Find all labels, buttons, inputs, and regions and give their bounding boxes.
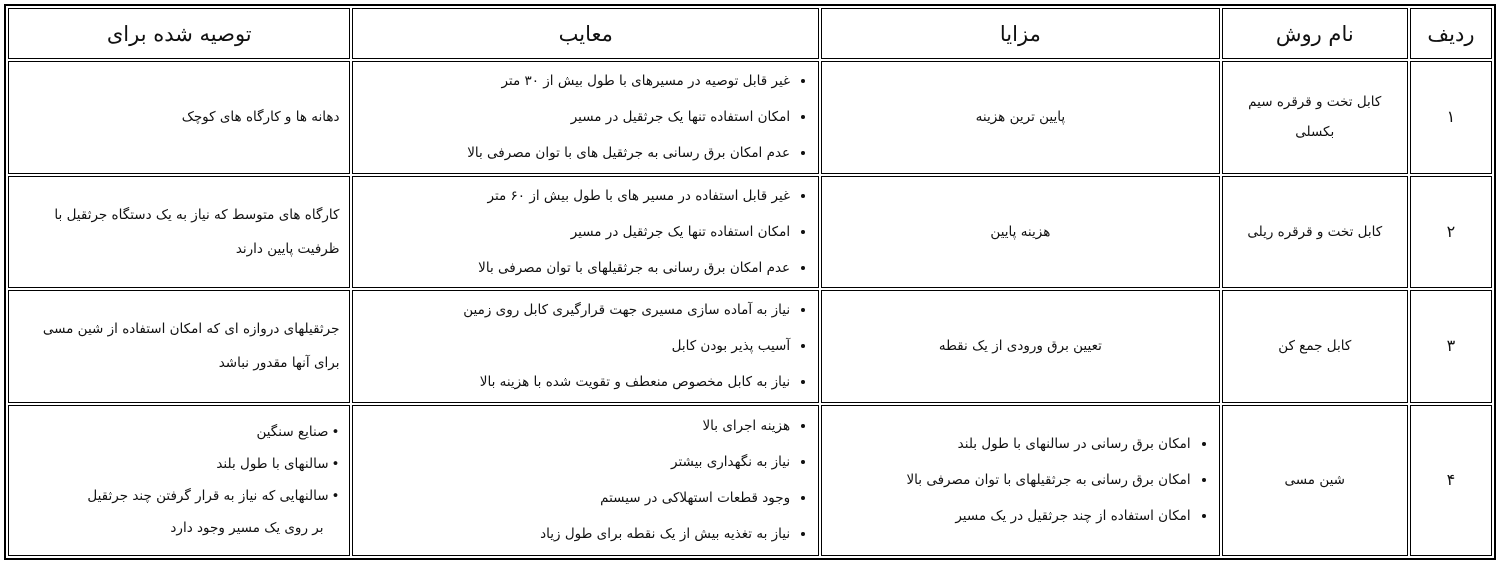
advantages-list bbox=[906, 426, 1212, 534]
recommended-cell: دهانه ها و کارگاه های کوچک bbox=[8, 61, 350, 174]
list-item: • عدم امکان برق رسانی به جرثقیل های با توان مصرفی بالا bbox=[467, 135, 790, 171]
list-item-text: سالنهای با طول بلند bbox=[216, 456, 329, 473]
recommended-cell: کارگاه های متوسط که نیاز به یک دستگاه جرثقیل با ظرفیت پایین دارند bbox=[8, 176, 350, 289]
list-item-text: سالنهایی که نیاز به قرار گرفتن چند جرثقیل bbox=[87, 488, 329, 505]
list-item bbox=[19, 416, 339, 448]
method-name: کابل تخت و قرقره سیم بکسلی bbox=[1222, 61, 1408, 174]
comparison-table bbox=[4, 4, 1496, 560]
disadvantages-cell bbox=[352, 405, 819, 556]
bullet-icon: • bbox=[331, 456, 340, 473]
advantages-cell bbox=[821, 405, 1220, 556]
header-row bbox=[8, 8, 1492, 59]
list-item: • غیر قابل استفاده در مسیر های با طول بیش از ۶۰ متر bbox=[478, 178, 790, 214]
list-item: • هزینه اجرای بالا bbox=[540, 408, 790, 444]
list-item: • امکان استفاده تنها یک جرثقیل در مسیر bbox=[478, 214, 790, 250]
list-item: • عدم امکان برق رسانی به جرثقیلهای با توان مصرفی بالا bbox=[478, 250, 790, 286]
list-item bbox=[19, 480, 339, 512]
list-item bbox=[19, 448, 339, 480]
row-number: ۱ bbox=[1410, 61, 1492, 174]
disadvantages-list bbox=[467, 63, 812, 171]
disadvantages-cell bbox=[352, 290, 819, 403]
method-name: کابل جمع کن bbox=[1222, 290, 1408, 403]
list-item: • امکان برق رسانی به جرثقیلهای با توان مصرفی بالا bbox=[906, 462, 1190, 498]
disadvantages-cell bbox=[352, 176, 819, 289]
recommended-cell bbox=[8, 405, 350, 556]
bullet-icon: • bbox=[331, 424, 340, 441]
list-item: • نیاز به کابل مخصوص منعطف و تقویت شده با هزینه بالا bbox=[463, 364, 790, 400]
table-row bbox=[8, 61, 1492, 174]
advantages-cell: هزینه پایین bbox=[821, 176, 1220, 289]
list-item: • نیاز به آماده سازی مسیری جهت قرارگیری کابل روی زمین bbox=[463, 292, 790, 328]
list-item: • نیاز به تغذیه بیش از یک نقطه برای طول زیاد bbox=[540, 516, 790, 552]
disadvantages-list bbox=[463, 292, 812, 400]
header-row-no: ردیف bbox=[1410, 8, 1492, 59]
advantages-cell: پایین ترین هزینه bbox=[821, 61, 1220, 174]
list-item: • امکان برق رسانی در سالنهای با طول بلند bbox=[906, 426, 1190, 462]
header-advantages: مزایا bbox=[821, 8, 1220, 59]
table-row bbox=[8, 405, 1492, 556]
advantages-cell: تعیین برق ورودی از یک نقطه bbox=[821, 290, 1220, 403]
table-row bbox=[8, 290, 1492, 403]
disadvantages-list bbox=[540, 408, 812, 552]
header-disadvantages: معایب bbox=[352, 8, 819, 59]
bullet-icon: • bbox=[331, 488, 340, 505]
list-item: • امکان استفاده تنها یک جرثقیل در مسیر bbox=[467, 99, 790, 135]
table-wrapper bbox=[4, 4, 1496, 560]
row-number: ۲ bbox=[1410, 176, 1492, 289]
row-number: ۴ bbox=[1410, 405, 1492, 556]
list-item-continuation: بر روی یک مسیر وجود دارد bbox=[170, 520, 324, 537]
disadvantages-list bbox=[478, 178, 812, 286]
header-method: نام روش bbox=[1222, 8, 1408, 59]
method-name: شین مسی bbox=[1222, 405, 1408, 556]
row-number: ۳ bbox=[1410, 290, 1492, 403]
list-item: • نیاز به نگهداری بیشتر bbox=[540, 444, 790, 480]
list-item: • آسیب پذیر بودن کابل bbox=[463, 328, 790, 364]
recommended-list bbox=[19, 416, 339, 544]
header-recommended: توصیه شده برای bbox=[8, 8, 350, 59]
recommended-cell: جرثقیلهای دروازه ای که امکان استفاده از شین مسی برای آنها مقدور نباشد bbox=[8, 290, 350, 403]
method-name: کابل تخت و قرقره ریلی bbox=[1222, 176, 1408, 289]
list-item-text: صنایع سنگین bbox=[256, 424, 329, 441]
list-item: • غیر قابل توصیه در مسیرهای با طول بیش از ۳۰ متر bbox=[467, 63, 790, 99]
table-row bbox=[8, 176, 1492, 289]
disadvantages-cell bbox=[352, 61, 819, 174]
list-item: • امکان استفاده از چند جرثقیل در یک مسیر bbox=[906, 498, 1190, 534]
list-item: • وجود قطعات استهلاکی در سیستم bbox=[540, 480, 790, 516]
